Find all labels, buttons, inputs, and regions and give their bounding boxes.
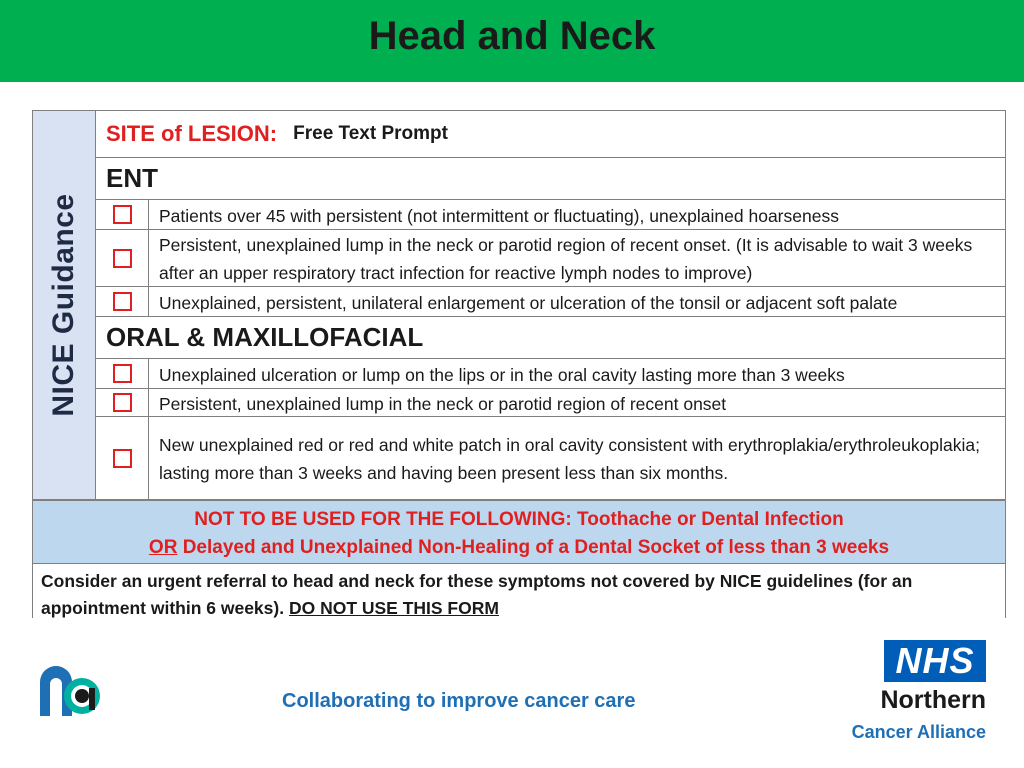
list-item bbox=[96, 230, 1006, 287]
nice-guidance-label: NICE Guidance bbox=[47, 193, 80, 417]
item-text: Patients over 45 with persistent (not intermittent or fluctuating), unexplained hoarseness bbox=[159, 205, 839, 226]
consider-text: Consider an urgent referral to head and neck for these symptoms not covered by NICE guidelines (for an appointment within 6 weeks). bbox=[41, 571, 913, 618]
checkbox[interactable] bbox=[113, 292, 132, 311]
item-text: Persistent, unexplained lump in the neck or parotid region of recent onset bbox=[159, 393, 727, 414]
nhs-logo: NHS bbox=[884, 640, 986, 682]
page-title: Head and Neck bbox=[368, 14, 656, 58]
list-item bbox=[96, 287, 1006, 317]
northern-label: Northern bbox=[880, 686, 986, 714]
list-item bbox=[96, 389, 1006, 417]
item-text: Persistent, unexplained lump in the neck or parotid region of recent onset. (It is advisable to wait 3 weeks after an upper respiratory tract infection for reactive lymph nodes to improve) bbox=[159, 235, 973, 283]
exclusion-banner bbox=[32, 500, 1006, 564]
checkbox[interactable] bbox=[113, 364, 132, 383]
list-item bbox=[96, 417, 1006, 500]
item-text: Unexplained, persistent, unilateral enlargement or ulceration of the tonsil or adjacent soft palate bbox=[159, 292, 898, 313]
title-banner bbox=[0, 0, 1024, 82]
or-label: OR bbox=[148, 537, 178, 558]
site-prompt[interactable]: Free Text Prompt bbox=[293, 123, 448, 144]
oral-maxillofacial-heading: ORAL & MAXILLOFACIAL bbox=[96, 317, 1006, 359]
checkbox[interactable] bbox=[113, 205, 132, 224]
list-item bbox=[96, 200, 1006, 230]
do-not-use-label: DO NOT USE THIS FORM bbox=[288, 598, 499, 618]
exclusion-line-1: NOT TO BE USED FOR THE FOLLOWING: Toothache or Dental Infection bbox=[194, 509, 844, 530]
footer-tagline: Collaborating to improve cancer care bbox=[282, 690, 636, 712]
exclusion-line-2: Delayed and Unexplained Non-Healing of a Dental Socket of less than 3 weeks bbox=[177, 537, 890, 558]
checkbox[interactable] bbox=[113, 393, 132, 412]
site-of-lesion-row bbox=[96, 110, 1006, 158]
alliance-logo-icon bbox=[36, 662, 104, 718]
ent-heading: ENT bbox=[96, 158, 1006, 200]
checkbox[interactable] bbox=[113, 249, 132, 268]
cancer-alliance-label: Cancer Alliance bbox=[851, 722, 986, 742]
item-text: Unexplained ulceration or lump on the lips or in the oral cavity lasting more than 3 weeks bbox=[159, 364, 845, 385]
consider-note bbox=[32, 564, 1006, 618]
checkbox[interactable] bbox=[113, 449, 132, 468]
item-text: New unexplained red or red and white patch in oral cavity consistent with erythroplakia/erythroleukoplakia; lasting more than 3 weeks and having been present less than six months. bbox=[159, 435, 980, 483]
list-item bbox=[96, 359, 1006, 389]
referral-form bbox=[32, 110, 1006, 618]
side-panel bbox=[32, 110, 96, 500]
site-label: SITE of LESION: bbox=[106, 121, 278, 146]
